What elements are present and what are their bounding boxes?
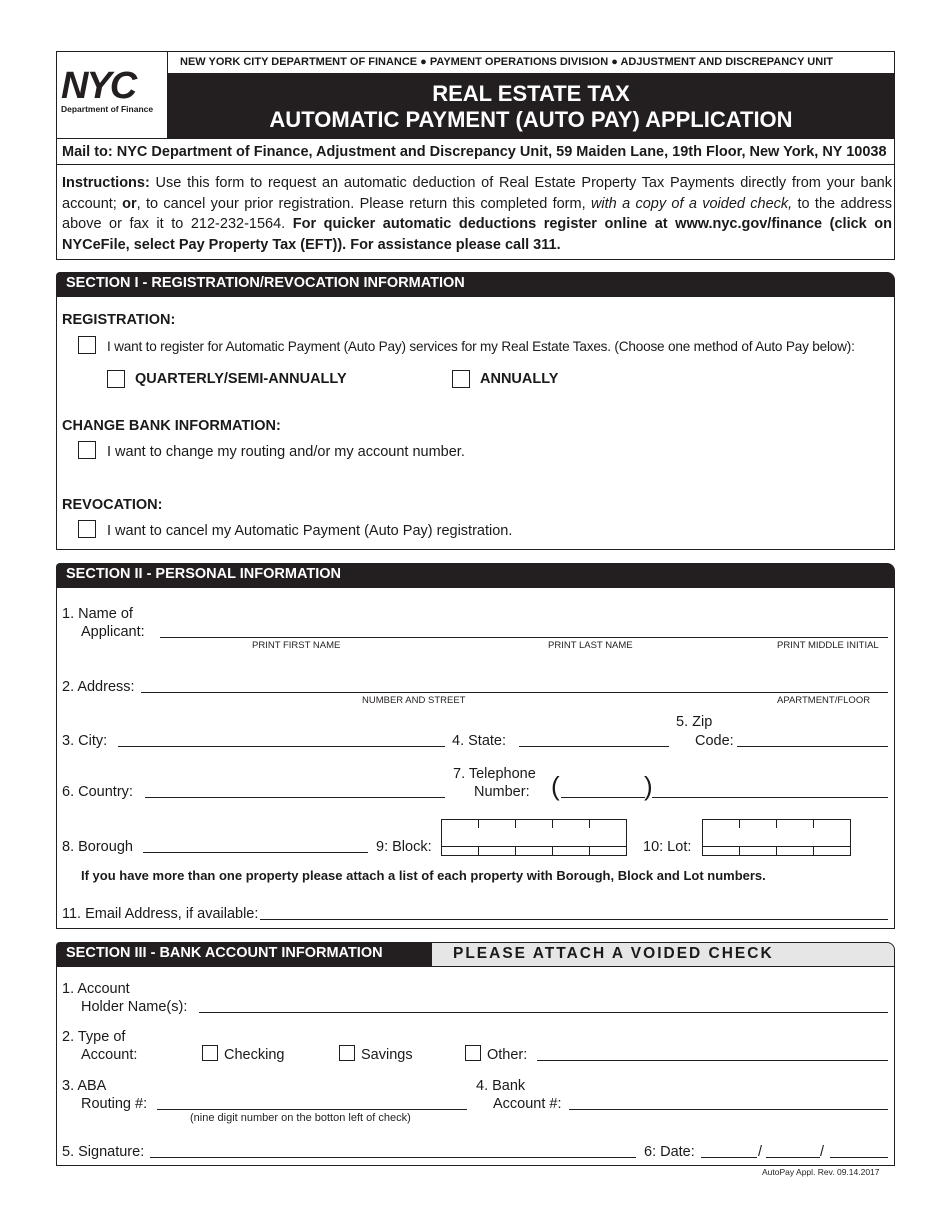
bank-label-2: Account #: [493, 1096, 562, 1112]
checking-checkbox[interactable] [202, 1045, 218, 1061]
phone-label-2: Number: [474, 784, 530, 800]
zip-field[interactable] [737, 746, 888, 747]
logo-box [56, 51, 168, 139]
register-text: I want to register for Automatic Payment (Auto Pay) services for my Real Estate Taxes. (Choose one method of Auto Pay below): [107, 339, 855, 354]
instructions-or: or [122, 195, 137, 212]
phone-number-field[interactable] [652, 797, 888, 798]
date-month-field[interactable] [701, 1157, 757, 1158]
dept-line-box [167, 51, 895, 74]
aba-label-2: Routing #: [81, 1096, 148, 1112]
checking-label: Checking [224, 1047, 285, 1063]
borough-label: 8. Borough [62, 839, 133, 855]
block-tick [478, 819, 479, 828]
city-label: 3. City: [62, 733, 108, 749]
holder-label-2: Holder Name(s): [81, 999, 188, 1015]
city-field[interactable] [118, 746, 445, 747]
section3-box [56, 966, 895, 1166]
lot-tick [776, 819, 777, 828]
address-field[interactable] [141, 692, 888, 693]
logo-subtitle: Department of Finance [61, 104, 154, 114]
country-label: 6. Country: [62, 784, 133, 800]
register-checkbox[interactable] [78, 336, 96, 354]
email-field[interactable] [260, 919, 888, 920]
bank-label-1: 4. Bank [476, 1078, 526, 1094]
date-day-field[interactable] [766, 1157, 820, 1158]
date-label: 6: Date: [644, 1144, 695, 1160]
type-label-2: Account: [81, 1047, 138, 1063]
savings-checkbox[interactable] [339, 1045, 355, 1061]
instructions-part2: , to cancel your prior registration. Please return this completed form, [136, 195, 591, 212]
zip-label-1: 5. Zip [676, 714, 713, 730]
name-field[interactable] [160, 637, 888, 638]
quarterly-checkbox[interactable] [107, 370, 125, 388]
lot-tick [813, 846, 814, 855]
attach-check-text: PLEASE ATTACH A VOIDED CHECK [453, 945, 774, 962]
annually-checkbox[interactable] [452, 370, 470, 388]
change-bank-checkbox[interactable] [78, 441, 96, 459]
revocation-label: REVOCATION: [62, 497, 163, 513]
email-label: 11. Email Address, if available: [62, 906, 259, 922]
savings-label: Savings [361, 1047, 413, 1063]
aba-label-1: 3. ABA [62, 1078, 107, 1094]
first-name-hint: PRINT FIRST NAME [252, 640, 341, 651]
mail-to: Mail to: NYC Department of Finance, Adjustment and Discrepancy Unit, 59 Maiden Lane, 19th Floor, New York, NY 10038 [62, 144, 887, 160]
revocation-checkbox[interactable] [78, 520, 96, 538]
name-label-1: 1. Name of [62, 606, 133, 622]
instructions-text [62, 173, 892, 255]
title-line2: AUTOMATIC PAYMENT (AUTO PAY) APPLICATION [269, 107, 793, 132]
block-tick [515, 846, 516, 855]
block-tick [589, 846, 590, 855]
block-tick [515, 819, 516, 828]
other-checkbox[interactable] [465, 1045, 481, 1061]
instructions-box [56, 164, 895, 260]
holder-label-1: 1. Account [62, 981, 130, 997]
signature-label: 5. Signature: [62, 1144, 145, 1160]
instructions-label: Instructions: [62, 175, 150, 191]
nyc-logo: NYC [61, 65, 136, 107]
footer-revision: AutoPay Appl. Rev. 09.14.2017 [762, 1167, 880, 1177]
multiple-property-note: If you have more than one property please attach a list of each property with Borough, Block and Lot numbers. [81, 868, 766, 883]
address-label: 2. Address: [62, 679, 135, 695]
dept-line: NEW YORK CITY DEPARTMENT OF FINANCE ● PAYMENT OPERATIONS DIVISION ● ADJUSTMENT AND DISCREPANCY UNIT [180, 56, 833, 68]
block-tick [552, 819, 553, 828]
zip-label-2: Code: [695, 733, 734, 749]
date-year-field[interactable] [830, 1157, 888, 1158]
registration-label: REGISTRATION: [62, 312, 176, 328]
type-label-1: 2. Type of [62, 1029, 126, 1045]
lot-tick [776, 846, 777, 855]
block-baseline [441, 846, 627, 847]
aba-hint: (nine digit number on the botton left of check) [190, 1112, 411, 1124]
date-sep-2: / [820, 1144, 825, 1160]
title-banner [167, 73, 895, 139]
other-field[interactable] [537, 1060, 888, 1061]
block-tick [478, 846, 479, 855]
state-field[interactable] [519, 746, 669, 747]
change-bank-text: I want to change my routing and/or my account number. [107, 444, 465, 460]
instructions-part3: to the address above or fax it to 212-232-1564. [62, 195, 893, 232]
middle-initial-hint: PRINT MIDDLE INITIAL [777, 640, 879, 651]
section2-header: SECTION II - PERSONAL INFORMATION [56, 563, 895, 587]
block-tick [552, 846, 553, 855]
section1-header: SECTION I - REGISTRATION/REVOCATION INFORMATION [56, 272, 895, 296]
country-field[interactable] [145, 797, 445, 798]
lot-label: 10: Lot: [643, 839, 692, 855]
block-field[interactable] [441, 819, 627, 856]
instructions-bold: For quicker automatic deductions register online at www.nyc.gov/finance (click on NYCeFile, select Pay Property Tax (EFT)). For assistance please call 311. [62, 216, 892, 253]
lot-tick [739, 819, 740, 828]
lot-tick [739, 846, 740, 855]
phone-area-open-paren: ( [551, 771, 560, 801]
quarterly-label: QUARTERLY/SEMI-ANNUALLY [135, 371, 347, 387]
borough-field[interactable] [143, 852, 368, 853]
phone-area-field[interactable] [561, 797, 645, 798]
date-sep-1: / [758, 1144, 763, 1160]
phone-area-close-paren: ) [644, 771, 653, 801]
number-street-hint: NUMBER AND STREET [362, 695, 466, 706]
phone-label-1: 7. Telephone [453, 766, 536, 782]
last-name-hint: PRINT LAST NAME [548, 640, 633, 651]
change-bank-label: CHANGE BANK INFORMATION: [62, 418, 281, 434]
block-label: 9: Block: [376, 839, 432, 855]
name-label-2: Applicant: [81, 624, 145, 640]
other-label: Other: [487, 1047, 528, 1063]
aba-field[interactable] [157, 1109, 467, 1110]
holder-field[interactable] [199, 1012, 888, 1013]
instructions-part1: Use this form to request an automatic deduction of Real Estate Property Tax Payments directly from your bank account; [62, 175, 892, 212]
apartment-hint: APARTMENT/FLOOR [777, 695, 871, 706]
signature-field[interactable] [150, 1157, 636, 1158]
annually-label: ANNUALLY [480, 371, 559, 387]
mail-to-box [56, 138, 895, 165]
bank-account-field[interactable] [569, 1109, 888, 1110]
state-label: 4. State: [452, 733, 507, 749]
revocation-text: I want to cancel my Automatic Payment (Auto Pay) registration. [107, 523, 513, 539]
title-line1: REAL ESTATE TAX [432, 81, 630, 106]
lot-tick [813, 819, 814, 828]
section3-header: SECTION III - BANK ACCOUNT INFORMATION [56, 942, 436, 966]
block-tick [589, 819, 590, 828]
instructions-italic: with a copy of a voided check, [590, 195, 793, 212]
